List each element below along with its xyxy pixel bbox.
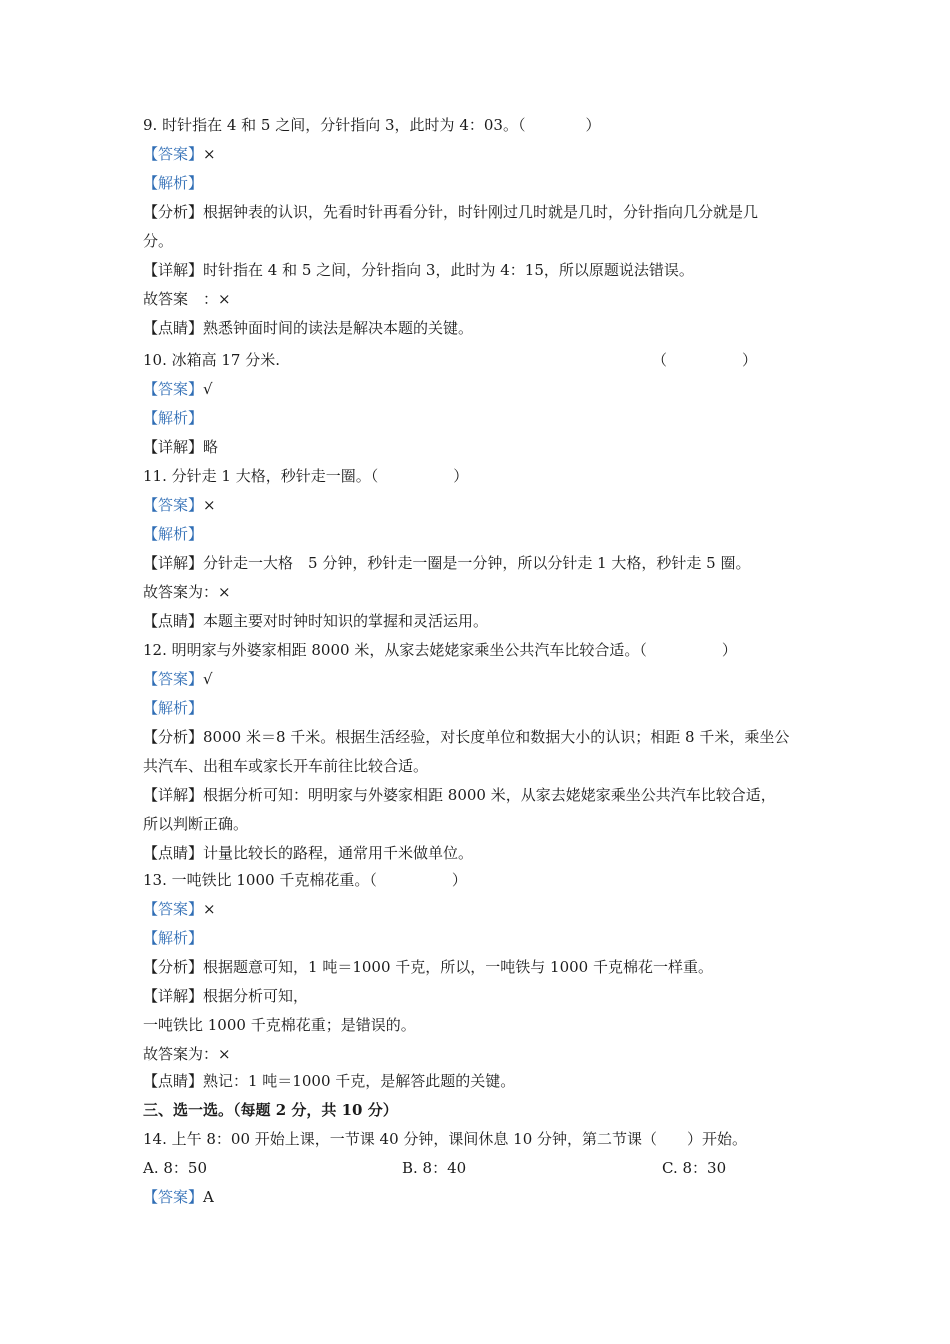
question-13: 13. 一吨铁比 1000 千克棉花重。（ ） bbox=[143, 871, 467, 889]
final-answer: 故答案 ：× bbox=[143, 290, 231, 308]
answer-blank: （ ） bbox=[652, 351, 758, 369]
final-answer: 故答案为：× bbox=[143, 1045, 231, 1063]
answer-label: 【答案】 bbox=[143, 1188, 204, 1206]
key-point: 【点睛】熟记：1 吨＝1000 千克，是解答此题的关键。 bbox=[143, 1072, 516, 1090]
detailed-solution: 【详解】分针走一大格 5 分钟，秒针走一圈是一分钟，所以分针走 1 大格，秒针走 5 圈。 bbox=[143, 554, 751, 572]
question-10: 10. 冰箱高 17 分米. bbox=[143, 351, 281, 369]
option-a: A. 8：50 bbox=[143, 1159, 207, 1177]
detailed-solution: 一吨铁比 1000 千克棉花重；是错误的。 bbox=[143, 1016, 416, 1034]
question-14: 14. 上午 8：00 开始上课，一节课 40 分钟，课间休息 10 分钟，第二节课（ ）开始。 bbox=[143, 1130, 748, 1148]
key-point: 【点睛】本题主要对时钟时知识的掌握和灵活运用。 bbox=[143, 612, 489, 630]
key-point: 【点睛】计量比较长的路程，通常用千米做单位。 bbox=[143, 844, 474, 862]
analysis-label: 【解析】 bbox=[143, 409, 204, 427]
key-point: 【点睛】熟悉钟面时间的读法是解决本题的关键。 bbox=[143, 319, 474, 337]
detailed-solution: 【详解】时针指在 4 和 5 之间，分针指向 3，此时为 4：15，所以原题说法错误。 bbox=[143, 261, 694, 279]
answer-label: 【答案】 bbox=[143, 380, 204, 398]
answer-value: × bbox=[203, 496, 216, 514]
analysis-label: 【解析】 bbox=[143, 174, 204, 192]
analysis-label: 【解析】 bbox=[143, 699, 204, 717]
answer-label: 【答案】 bbox=[143, 670, 204, 688]
answer-value: × bbox=[203, 145, 216, 163]
analysis-label: 【解析】 bbox=[143, 525, 204, 543]
detailed-solution: 【详解】根据分析可知：明明家与外婆家相距 8000 米，从家去姥姥家乘坐公共汽车比较合适， bbox=[143, 786, 776, 804]
answer-line bbox=[143, 144, 216, 164]
analysis-fenxi-line: 【分析】8000 米＝8 千米。根据生活经验，对长度单位和数据大小的认识；相距 8 千米，乘坐公 bbox=[143, 728, 790, 746]
question-9: 9. 时针指在 4 和 5 之间，分针指向 3，此时为 4：03。（ ） bbox=[143, 116, 601, 134]
question-12: 12. 明明家与外婆家相距 8000 米，从家去姥姥家乘坐公共汽车比较合适。（ ） bbox=[143, 641, 737, 659]
analysis-fenxi-line: 分。 bbox=[143, 232, 174, 250]
final-answer: 故答案为：× bbox=[143, 583, 231, 601]
analysis-fenxi-line: 共汽车、出租车或家长开车前往比较合适。 bbox=[143, 757, 429, 775]
analysis-label: 【解析】 bbox=[143, 929, 204, 947]
answer-value: √ bbox=[203, 380, 213, 398]
answer-line bbox=[143, 1187, 214, 1207]
question-11: 11. 分针走 1 大格，秒针走一圈。（ ） bbox=[143, 467, 469, 485]
analysis-fenxi-line: 【分析】根据钟表的认识，先看时针再看分针，时针刚过几时就是几时，分针指向几分就是几 bbox=[143, 203, 759, 221]
answer-line bbox=[143, 899, 216, 919]
answer-line bbox=[143, 495, 216, 515]
answer-label: 【答案】 bbox=[143, 496, 204, 514]
detailed-solution: 【详解】根据分析可知， bbox=[143, 987, 309, 1005]
answer-value: A bbox=[203, 1188, 214, 1206]
answer-line bbox=[143, 379, 213, 399]
detailed-solution: 【详解】略 bbox=[143, 438, 219, 456]
answer-line bbox=[143, 669, 213, 689]
analysis-fenxi-line: 【分析】根据题意可知，1 吨＝1000 千克，所以，一吨铁与 1000 千克棉花一样重。 bbox=[143, 958, 713, 976]
answer-label: 【答案】 bbox=[143, 145, 204, 163]
option-b: B. 8：40 bbox=[402, 1159, 467, 1177]
answer-label: 【答案】 bbox=[143, 900, 204, 918]
option-c: C. 8：30 bbox=[662, 1159, 727, 1177]
answer-value: × bbox=[203, 900, 216, 918]
detailed-solution: 所以判断正确。 bbox=[143, 815, 249, 833]
answer-value: √ bbox=[203, 670, 213, 688]
section-heading: 三、选一选。（每题 2 分，共 10 分） bbox=[143, 1101, 398, 1119]
